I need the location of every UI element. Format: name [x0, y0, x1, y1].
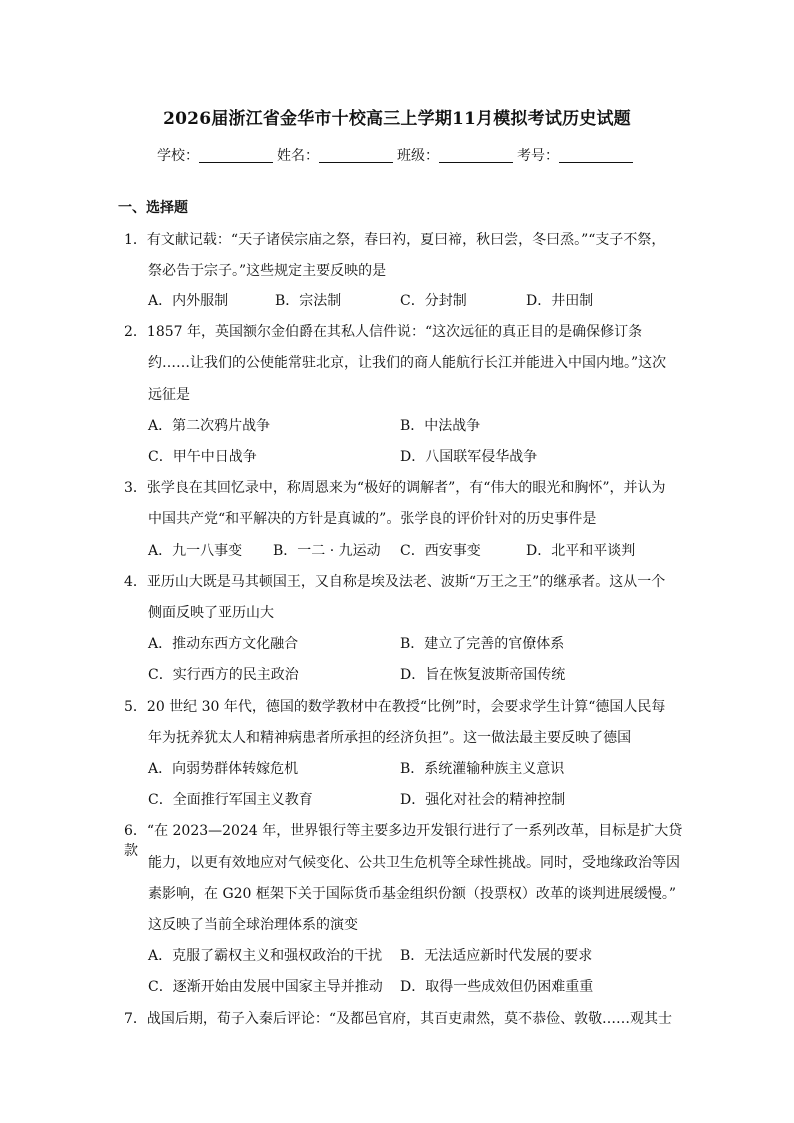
question-text-line: 中国共产党“和平解决的方针是真诚的”。张学良的评价针对的历史事件是	[148, 511, 597, 527]
question-text-line: 这反映了当前全球治理体系的演变	[148, 917, 358, 933]
option-b[interactable]: B．系统灌输种族主义意识	[400, 761, 565, 777]
option-b[interactable]: B．一二 · 九运动	[273, 543, 381, 559]
option-a[interactable]: A．推动东西方文化融合	[148, 636, 299, 652]
section-heading: 一、选择题	[118, 200, 188, 216]
question-text-line: 7．战国后期，荀子入秦后评论：“及都邑官府，其百吏肃然，莫不恭俭、敦敬……观其士	[124, 1011, 673, 1027]
option-c[interactable]: C．甲午中日战争	[148, 449, 257, 465]
option-a[interactable]: A．九一八事变	[148, 543, 243, 559]
question-text-line: 约……让我们的公使能常驻北京，让我们的商人能航行长江并能进入中国内地。”这次	[148, 355, 667, 371]
option-c[interactable]: C．实行西方的民主政治	[148, 667, 299, 683]
option-b[interactable]: B．宗法制	[275, 293, 342, 309]
option-b[interactable]: B．建立了完善的官僚体系	[400, 636, 565, 652]
class-blank[interactable]	[439, 148, 513, 163]
question-text-line: 3．张学良在其回忆录中，称周恩来为“极好的调解者”，有“伟大的眼光和胸怀”，并认为	[124, 480, 666, 496]
question-text-line: 远征是	[148, 387, 190, 403]
question-text-line: 4．亚历山大既是马其顿国王，又自称是埃及法老、波斯“万王之王”的继承者。这从一个	[124, 574, 666, 590]
option-d[interactable]: D．井田制	[526, 293, 594, 309]
option-d[interactable]: D．旨在恢复波斯帝国传统	[400, 667, 566, 683]
option-c[interactable]: C．逐渐开始由发展中国家主导并推动	[148, 979, 383, 995]
option-a[interactable]: A．克服了霸权主义和强权政治的干扰	[148, 948, 383, 964]
question-text-line: 能力，以更有效地应对气候变化、公共卫生危机等全球性挑战。同时，受地缘政治等因	[148, 855, 680, 871]
name-label: 姓名：	[277, 148, 319, 164]
question-text-line: 5．20 世纪 30 年代，德国的数学教材中在教授“比例”时，会要求学生计算“德国人民每	[124, 699, 666, 715]
option-d[interactable]: D．八国联军侵华战争	[400, 449, 538, 465]
option-b[interactable]: B．中法战争	[400, 418, 481, 434]
school-blank[interactable]	[199, 148, 273, 163]
question-text-line: 祭必告于宗子。”这些规定主要反映的是	[148, 263, 387, 279]
option-c[interactable]: C．全面推行军国主义教育	[148, 792, 313, 808]
option-c[interactable]: C．西安事变	[400, 543, 481, 559]
school-label: 学校：	[157, 148, 199, 164]
name-blank[interactable]	[319, 148, 393, 163]
student-info-line	[0, 145, 794, 165]
option-d[interactable]: D．取得一些成效但仍困难重重	[400, 979, 594, 995]
question-text-line: 6．“在 2023—2024 年，世界银行等主要多边开发银行进行了一系列改革，目标是扩大贷款	[124, 823, 683, 859]
option-d[interactable]: D．北平和平谈判	[526, 543, 636, 559]
option-a[interactable]: A．第二次鸦片战争	[148, 418, 271, 434]
class-label: 班级：	[397, 148, 439, 164]
question-text-line: 2．1857 年，英国额尔金伯爵在其私人信件说：“这次远征的真正目的是确保修订条	[124, 324, 643, 340]
exam-title: 2026届浙江省金华市十校高三上学期11月模拟考试历史试题	[163, 109, 631, 129]
option-d[interactable]: D．强化对社会的精神控制	[400, 792, 566, 808]
option-a[interactable]: A．内外服制	[148, 293, 229, 309]
option-b[interactable]: B．无法适应新时代发展的要求	[400, 948, 593, 964]
question-text-line: 侧面反映了亚历山大	[148, 605, 274, 621]
exam-no-blank[interactable]	[559, 148, 633, 163]
question-text-line: 1．有文献记载：“天子诸侯宗庙之祭，春曰礿，夏曰禘，秋曰尝，冬曰烝。”“支子不祭，	[124, 232, 666, 248]
question-text-line: 年为抚养犹太人和精神病患者所承担的经济负担”。这一做法最主要反映了德国	[148, 730, 632, 746]
question-text-line: 素影响，在 G20 框架下关于国际货币基金组织份额（投票权）改革的谈判进展缓慢。”	[148, 886, 677, 902]
option-a[interactable]: A．向弱势群体转嫁危机	[148, 761, 299, 777]
exam-no-label: 考号：	[517, 148, 559, 164]
option-c[interactable]: C．分封制	[400, 293, 467, 309]
